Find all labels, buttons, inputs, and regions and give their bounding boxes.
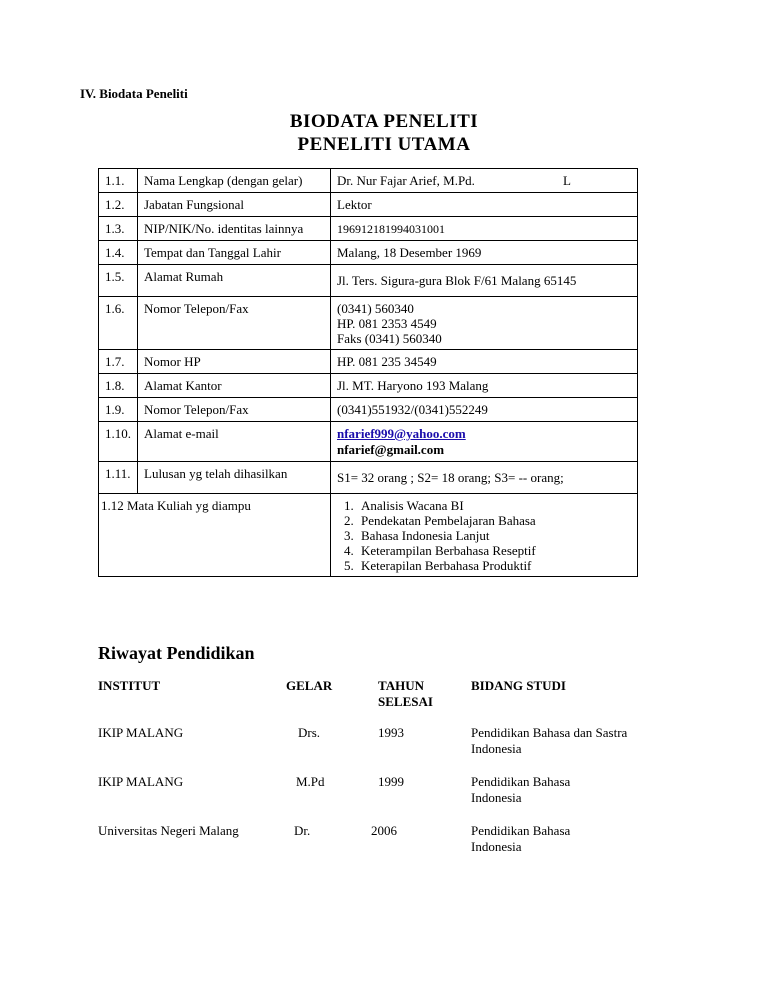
table-row (99, 374, 638, 398)
gelar-cell: Drs. (298, 725, 321, 740)
row-value (331, 297, 638, 350)
row-label: Alamat Kantor (138, 374, 331, 398)
email-secondary: nfarief@gmail.com (337, 442, 445, 457)
row-label: Alamat Rumah (138, 265, 331, 297)
bidang-cell: Pendidikan Bahasa Indonesia (471, 774, 571, 805)
gelar-cell: Dr. (294, 823, 311, 838)
table-row (99, 350, 638, 374)
row-value: Jl. MT. Haryono 193 Malang (331, 374, 638, 398)
row-label: Nama Lengkap (dengan gelar) (138, 169, 331, 193)
list-item: 5. Keterapilan Berbahasa Produktif (357, 558, 631, 573)
institut-cell: IKIP MALANG (98, 774, 184, 789)
header-bidang: BIDANG STUDI (471, 678, 566, 693)
list-item: 2. Pendekatan Pembelajaran Bahasa (357, 513, 631, 528)
row-value: Lektor (331, 193, 638, 217)
row-number: 1.1. (99, 169, 138, 193)
table-row (99, 398, 638, 422)
row-label: Tempat dan Tanggal Lahir (138, 241, 331, 265)
bidang-cell: Pendidikan Bahasa Indonesia (471, 823, 571, 854)
header-institut: INSTITUT (98, 678, 161, 693)
table-row (99, 494, 638, 577)
row-value: 196912181994031001 (331, 217, 638, 241)
phone-line: (0341) 560340 (337, 301, 414, 316)
table-row (99, 169, 638, 193)
tahun-cell: 2006 (371, 823, 397, 838)
row-value: S1= 32 orang ; S2= 18 orang; S3= -- orang; (331, 462, 638, 494)
list-item: 3. Bahasa Indonesia Lanjut (357, 528, 631, 543)
row-label: Nomor Telepon/Fax (138, 398, 331, 422)
row-value: HP. 081 235 34549 (331, 350, 638, 374)
courses-list-cell (331, 494, 638, 577)
table-row (99, 422, 638, 462)
row-number: 1.9. (99, 398, 138, 422)
courses-list (337, 498, 631, 573)
header-gelar: GELAR (286, 678, 333, 693)
table-row (99, 297, 638, 350)
document-title: BIODATA PENELITI (289, 111, 479, 132)
table-row (99, 217, 638, 241)
biodata-table (98, 168, 638, 577)
row-label: Nomor HP (138, 350, 331, 374)
row-number: 1.10. (99, 422, 138, 462)
table-row (99, 462, 638, 494)
bidang-cell: Pendidikan Bahasa dan Sastra Indonesia (471, 725, 628, 756)
row-number: 1.2. (99, 193, 138, 217)
row-label: NIP/NIK/No. identitas lainnya (138, 217, 331, 241)
table-row (99, 193, 638, 217)
row-number: 1.5. (99, 265, 138, 297)
full-name: Dr. Nur Fajar Arief, M.Pd. (337, 173, 475, 188)
courses-label: 1.12 Mata Kuliah yg diampu (99, 494, 331, 577)
tahun-cell: 1993 (378, 725, 404, 740)
row-value (331, 169, 638, 193)
row-value: (0341)551932/(0341)552249 (331, 398, 638, 422)
phone-line: Faks (0341) 560340 (337, 331, 442, 346)
row-label: Lulusan yg telah dihasilkan (138, 462, 331, 494)
row-label: Jabatan Fungsional (138, 193, 331, 217)
gelar-cell: M.Pd (296, 774, 325, 789)
row-label: Nomor Telepon/Fax (138, 297, 331, 350)
section-label: IV. Biodata Peneliti (80, 86, 188, 101)
row-number: 1.6. (99, 297, 138, 350)
header-tahun: TAHUN SELESAI (378, 678, 433, 709)
gender-mark: L (563, 173, 571, 188)
row-value (331, 422, 638, 462)
institut-cell: IKIP MALANG (98, 725, 184, 740)
row-number: 1.4. (99, 241, 138, 265)
table-row (99, 265, 638, 297)
document-subtitle: PENELITI UTAMA (297, 134, 471, 155)
email-link[interactable]: nfarief999@yahoo.com (337, 426, 466, 441)
phone-line: HP. 081 2353 4549 (337, 316, 437, 331)
tahun-cell: 1999 (378, 774, 404, 789)
list-item: 4. Keterampilan Berbahasa Reseptif (357, 543, 631, 558)
list-item: 1. Analisis Wacana BI (357, 498, 631, 513)
row-number: 1.3. (99, 217, 138, 241)
row-number: 1.11. (99, 462, 138, 494)
institut-cell: Universitas Negeri Malang (98, 823, 239, 838)
row-value: Jl. Ters. Sigura-gura Blok F/61 Malang 65145 (331, 265, 638, 297)
row-value: Malang, 18 Desember 1969 (331, 241, 638, 265)
row-label: Alamat e-mail (138, 422, 331, 462)
row-number: 1.7. (99, 350, 138, 374)
table-row (99, 241, 638, 265)
row-number: 1.8. (99, 374, 138, 398)
education-title: Riwayat Pendidikan (98, 643, 255, 663)
